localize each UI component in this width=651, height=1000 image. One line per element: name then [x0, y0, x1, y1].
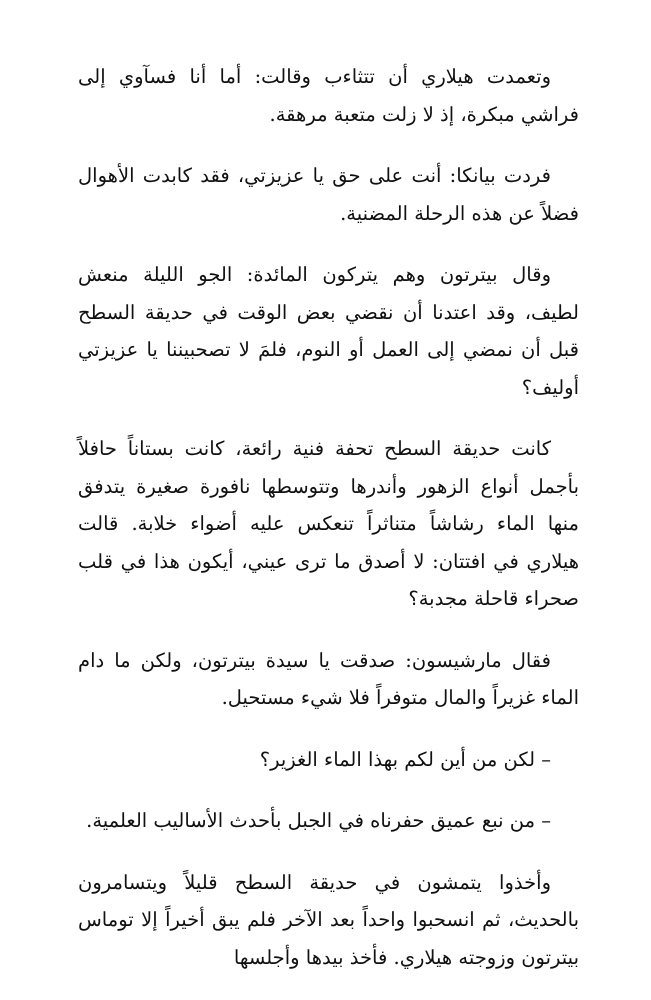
- paragraph: وقال بيترتون وهم يتركون المائدة: الجو الليلة منعش لطيف، وقد اعتدنا أن نقضي بعض الوقت في حديقة السطح قبل أن نمضي إلى العمل أو النوم، فلمَ لا تصحبيننا يا عزيزتي أوليف؟: [78, 263, 579, 399]
- dialogue-line: – لكن من أين لكم بهذا الماء الغزير؟: [259, 747, 551, 771]
- paragraph: وتعمدت هيلاري أن تتثاءب وقالت: أما أنا فسآوي إلى فراشي مبكرة، إذ لا زلت متعبة مرهقة.: [78, 65, 579, 126]
- paragraph: كانت حديقة السطح تحفة فنية رائعة، كانت بستاناً حافلاً بأجمل أنواع الزهور وأندرها وتتوسطها نافورة صغيرة يتدفق منها الماء رشاشاً متناثراً تنعكس عليه أضواء خلابة. قالت هيلاري في افتتان: لا أصدق ما ترى عيني، أيكون هذا في قلب صحراء قاحلة مجدبة؟: [78, 437, 579, 610]
- paragraph: فردت بيانكا: أنت على حق يا عزيزتي، فقد كابدت الأهوال فضلاً عن هذه الرحلة المضنية.: [78, 164, 579, 225]
- paragraph: وأخذوا يتمشون في حديقة السطح قليلاً ويتسامرون بالحديث، ثم انسحبوا واحداً بعد الآخر فلم يبق أخيراً إلا توماس بيترتون وزوجته هيلاري. فأخذ بيدها وأجلسها: [78, 870, 579, 969]
- paragraph: فقال مارشيسون: صدقت يا سيدة بيترتون، ولكن ما دام الماء غزيراً والمال متوفراً فلا شيء مستحيل.: [78, 648, 579, 709]
- dialogue-line: – من نبع عميق حفرناه في الجبل بأحدث الأساليب العلمية.: [86, 809, 551, 832]
